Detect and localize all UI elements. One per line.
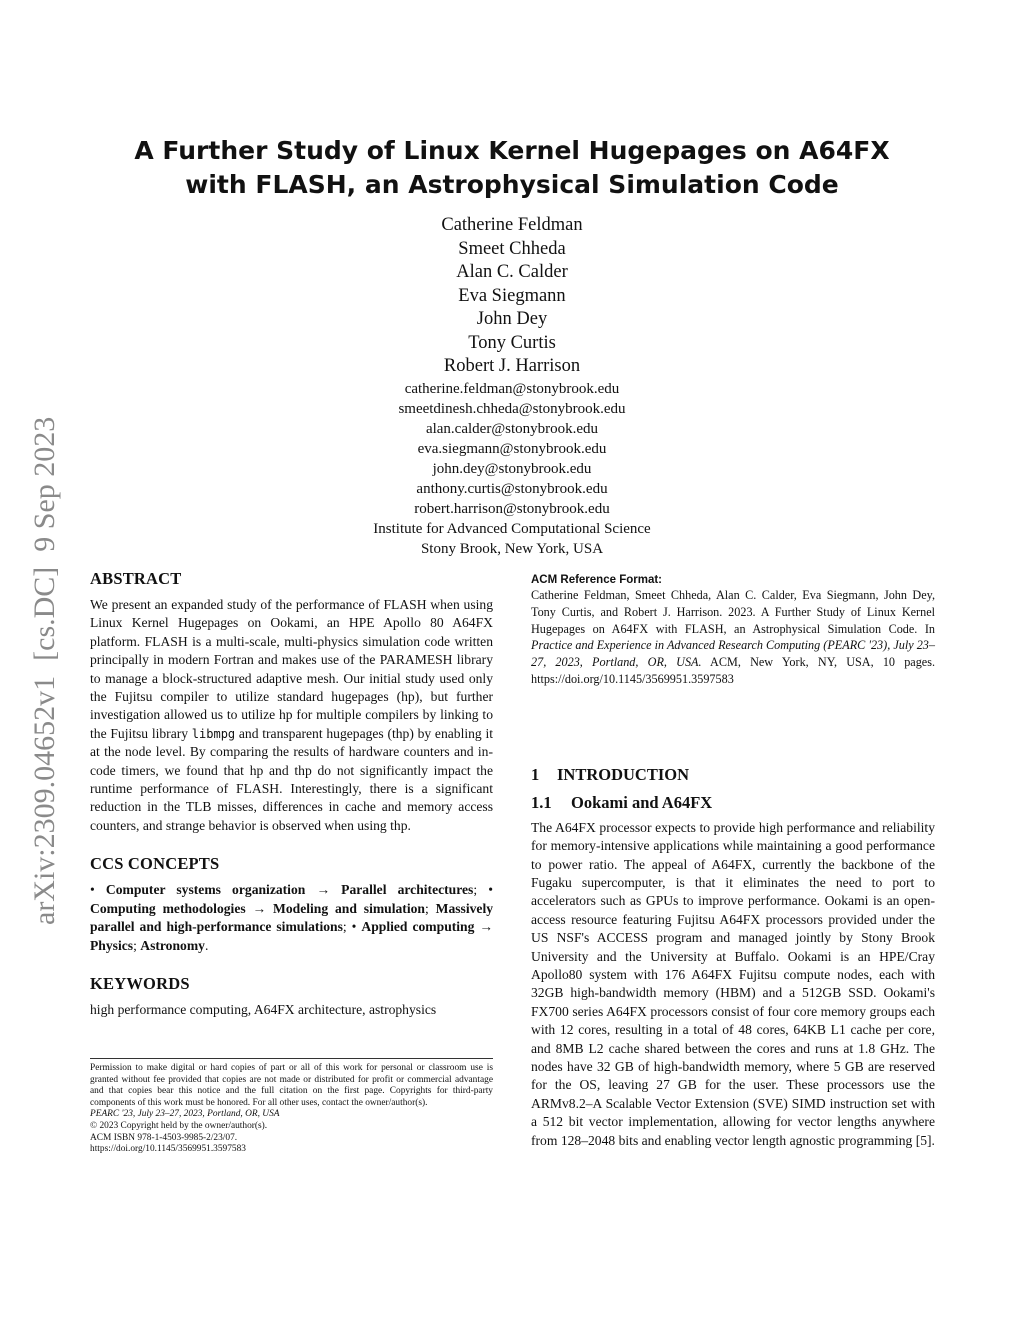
isbn-line: ACM ISBN 978-1-4503-9985-2/23/07. [90, 1132, 238, 1143]
author-name: Alan C. Calder [456, 262, 568, 282]
affiliation-line: Institute for Advanced Computational Science [373, 520, 651, 537]
paper-title: A Further Study of Linux Kernel Hugepages on A64FX with FLASH, an Astrophysical Simulation Code [134, 136, 890, 199]
author-email: robert.harrison@stonybrook.edu [414, 500, 610, 517]
author-name: Robert J. Harrison [443, 356, 581, 376]
acm-reference-heading: ACM Reference Format: [531, 574, 662, 586]
author-name: Smeet Chheda [458, 238, 566, 259]
ccs-heading: CCS CONCEPTS [90, 854, 220, 874]
abstract-heading: ABSTRACT [90, 569, 182, 588]
author-name: Eva Siegmann [458, 285, 566, 306]
author-email: eva.siegmann@stonybrook.edu [417, 440, 607, 457]
arxiv-stamp [8, 360, 72, 930]
acm-reference-text: Catherine Feldman, Smeet Chheda, Alan C. Calder, Eva Siegmann, John Dey, Tony Curtis, and Robert J. Harrison. 2023. A Further Study of Linux Kernel Hugepages on A64FX with FLASH, an Astrophysical Simulation Code. In Practice and Experience in Advanced Research Computing (PEARC '23), July 23–27, 2023, Portland, OR, USA. ACM, New York, NY, USA, 10 pages. https://doi.org/10.1145/3569951.3597583 [531, 588, 936, 686]
author-name: Catherine Feldman [441, 215, 583, 235]
affiliation-line: Stony Brook, New York, USA [420, 540, 604, 557]
introduction-text: The A64FX processor expects to provide high performance and reliability for memory-intensive applications while maintaining a good performance to power ratio. The appeal of A64FX, currently the backbone of the Fugaku supercomputer, is that it eliminates the need to port to accelerators such as GPUs to improve performance. Ookami is an open-access resource featuring Fujitsu A64FX processors provided under the US NSF's ACCESS program and managed jointly by Stony Brook University and the University at Buffalo. Ookami is an HPE/Cray Apollo80 system with 176 A64FX Fujitsu compute nodes, each with 32GB high-bandwidth memory (HBM) and a 512GB SSD. Ookami's FX700 series A64FX processors consist of four core memory groups each with 12 cores, resulting in a total of 48 cores, 64KB L1 cache per core, and 8MB L2 cache shared between the cores and runs at 1.8 GHz. The nodes have 32 GB of high-bandwidth memory, where 5 GB are reserved for the OS, leaving 27 GB for the user. These processors use the ARMv8.2–A Scalable Vector Extension (SVE) SIMD instruction set with a 512 bit vector implementation, allowing for vector lengths anywhere from 128–2048 bits and enabling vector length agnostic programming [5]. [531, 819, 935, 1148]
author-email: anthony.curtis@stonybrook.edu [416, 480, 608, 497]
copyright-line: © 2023 Copyright held by the owner/author(s). [90, 1120, 268, 1131]
doi-line: https://doi.org/10.1145/3569951.3597583 [90, 1144, 246, 1155]
author-email: alan.calder@stonybrook.edu [425, 420, 599, 437]
introduction-heading: 1 INTRODUCTION [531, 764, 690, 784]
copyright-footnote [90, 1058, 493, 1156]
author-email: catherine.feldman@stonybrook.edu [404, 380, 620, 397]
subsection-heading: 1.1 Ookami and A64FX [531, 792, 713, 812]
right-column [531, 568, 935, 1150]
code-libmpg: libmpg [191, 726, 236, 741]
venue-line: PEARC '23, July 23–27, 2023, Portland, OR, USA [90, 1109, 280, 1120]
author-name: Tony Curtis [468, 332, 556, 353]
author-name: John Dey [476, 309, 548, 329]
author-email: john.dey@stonybrook.edu [432, 460, 592, 477]
left-column [90, 568, 493, 1019]
abstract-text: We present an expanded study of the performance of FLASH when using Linux Kernel Hugepages on Ookami, an HPE Apollo 80 A64FX platform. FLASH is a multi-scale, multi-physics simulation code written principally in modern Fortran and makes use of the PARAMESH library to manage a block-structured adaptive mesh. Our initial study used only the Fujitsu compiler to utilize standard hugepages (hp), but further investigation allowed us to utilize hp for multiple compilers by linking to the Fujitsu library libmpg and transparent hugepages (thp) by enabling it at the node level. By comparing the results of hardware counters and in-code timers, we found that hp and thp do not significantly impact the runtime performance of FLASH. Interestingly, there is a significant reduction in the TLB misses, differences in cache and memory access counters, and strange behavior is observed when using thp. [90, 597, 494, 833]
permission-notice: Permission to make digital or hard copies of part or all of this work for personal or classroom use is granted without fee provided that copies are not made or distributed for profit or commercial advantage and that copies bear this notice and the full citation on the first page. Copyrights for third-party components of this work must be honored. For all other uses, contact the owner/author(s). [90, 1063, 493, 1108]
keywords-text: high performance computing, A64FX architecture, astrophysics [90, 1001, 437, 1017]
author-block [212, 214, 812, 559]
author-email: smeetdinesh.chheda@stonybrook.edu [398, 400, 626, 417]
arxiv-stamp-text: arXiv:2309.04652v1 [cs.DC] 9 Sep 2023 [28, 416, 61, 925]
keywords-heading: KEYWORDS [90, 973, 190, 993]
ccs-concepts-text: • Computer systems organization → Parallel architectures; • Computing methodologies → Modeling and simulation; Massively parallel and high-performance simulations; • Applied computing → Physics; Astronomy. [90, 882, 494, 953]
